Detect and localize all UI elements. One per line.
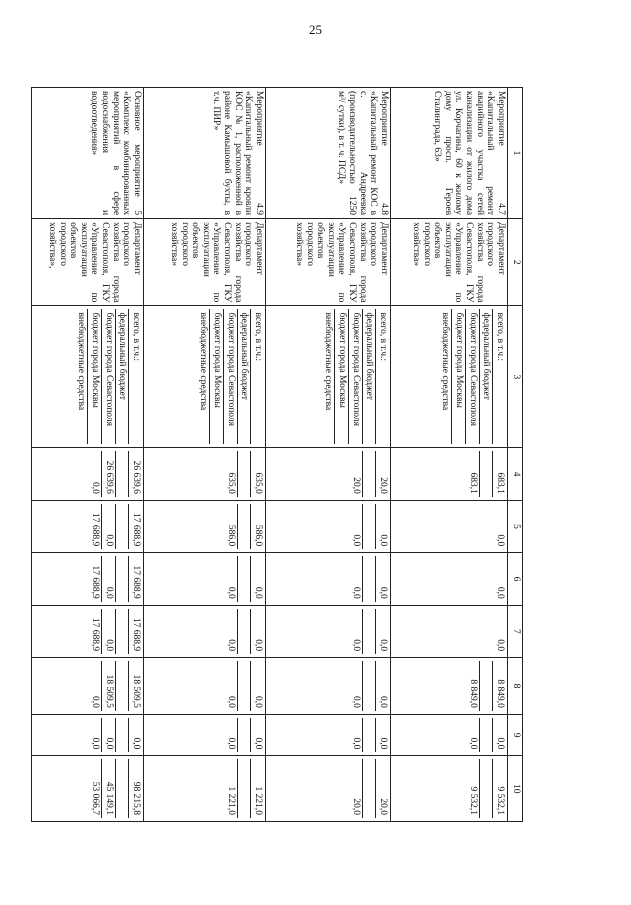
value-column [144, 714, 266, 756]
funding-source: бюджет города Москвы [336, 309, 350, 444]
measure-executor: Департамент городского хозяйства города Севастополя, ГКУ «Управление по эксплуатации объектов городского хозяйства» [266, 219, 391, 306]
value-cell: 0,0 [495, 639, 505, 652]
value-cell: 0,0 [349, 504, 363, 549]
value-column [144, 658, 266, 715]
header-cell: 5 [508, 500, 523, 552]
value-cell: 0,0 [102, 504, 116, 549]
value-column [266, 605, 391, 657]
value-column [32, 500, 144, 552]
value-cell: 0,0 [253, 586, 263, 599]
value-column [266, 658, 391, 715]
funding-source: бюджет города Севастополя [349, 309, 363, 444]
value-column [266, 714, 391, 756]
value-cell: 0,0 [466, 718, 480, 753]
value-cell: 635,0 [253, 472, 263, 494]
funding-sources [144, 306, 266, 448]
value-cell: 0,0 [224, 556, 238, 601]
value-cell [363, 609, 377, 654]
value-cell: 0,0 [253, 696, 263, 708]
value-column [32, 605, 144, 657]
value-column [32, 553, 144, 605]
value-column [266, 553, 391, 605]
value-cell: 17 688,9 [89, 556, 103, 601]
value-cell [116, 556, 130, 601]
header-row [508, 88, 523, 822]
budget-table [31, 87, 523, 822]
measure-executor: Департамент городского хозяйства города Севастополя, ГКУ «Управление по эксплуатации объектов городского хозяйства», [32, 219, 144, 306]
value-column [391, 500, 508, 552]
value-cell: 8 849,0 [495, 679, 505, 708]
value-cell: 0,0 [378, 586, 388, 599]
measure-title: Мероприятие 4.8 «Капитальный ремонт КОС в с. Андреевка (производительностью 1250 м³/ сутки), в т. ч. ПСД» [266, 88, 391, 219]
table-row [32, 88, 144, 822]
value-cell [480, 661, 494, 711]
value-cell [238, 504, 252, 549]
header-cell: 4 [508, 448, 523, 500]
value-cell: 20,0 [349, 451, 363, 496]
value-cell: 683,1 [495, 472, 505, 494]
value-column [144, 756, 266, 822]
funding-source: внебюджетные средства [439, 309, 453, 444]
value-column [32, 448, 144, 500]
value-cell: 17 688,9 [131, 617, 141, 652]
value-cell: 0,0 [224, 661, 238, 711]
value-column [391, 756, 508, 822]
value-cell [363, 661, 377, 711]
value-cell: 0,0 [349, 609, 363, 654]
value-cell: 586,0 [253, 524, 263, 547]
measure-executor: Департамент городского хозяйства города Севастополя, ГКУ «Управление по эксплуатации объектов городского хозяйства» [391, 219, 508, 306]
value-cell [116, 451, 130, 496]
value-cell: 9 532,1 [466, 759, 480, 818]
value-cell: 0,0 [102, 718, 116, 753]
value-cell [116, 504, 130, 549]
value-cell: 0,0 [253, 737, 263, 750]
value-column [391, 553, 508, 605]
value-column [391, 714, 508, 756]
value-cell [238, 661, 252, 711]
header-cell: 6 [508, 553, 523, 605]
funding-sources [391, 306, 508, 448]
value-cell [116, 609, 130, 654]
funding-source: бюджет города Севастополя [224, 309, 238, 444]
funding-source: всего, в т.ч.: [495, 312, 505, 362]
value-column [144, 500, 266, 552]
measure-executor: Департамент городского хозяйства города Севастополя, ГКУ «Управление по эксплуатации объектов городского хозяйства» [144, 219, 266, 306]
value-cell: 8 849,0 [466, 661, 480, 711]
value-cell [363, 556, 377, 601]
value-cell: 0,0 [378, 639, 388, 652]
funding-source: бюджет города Москвы [89, 309, 103, 444]
value-cell [116, 661, 130, 711]
value-cell [363, 759, 377, 818]
value-cell: 586,0 [224, 504, 238, 549]
value-column [144, 605, 266, 657]
funding-sources [266, 306, 391, 448]
value-cell: 0,0 [102, 556, 116, 601]
value-cell: 0,0 [349, 661, 363, 711]
value-cell [238, 609, 252, 654]
funding-source: бюджет города Москвы [453, 309, 467, 444]
value-cell: 0,0 [89, 661, 103, 711]
value-cell: 17 688,9 [89, 609, 103, 654]
value-cell [363, 451, 377, 496]
value-cell [480, 451, 494, 496]
funding-source: федеральный бюджет [116, 309, 130, 444]
funding-source: внебюджетные средства [75, 309, 89, 444]
value-cell: 20,0 [378, 798, 388, 815]
header-cell: 7 [508, 605, 523, 657]
funding-sources [32, 306, 144, 448]
value-column [32, 658, 144, 715]
value-cell: 26 639,6 [102, 451, 116, 496]
header-cell: 8 [508, 658, 523, 715]
header-cell: 2 [508, 219, 523, 306]
value-cell: 18 509,5 [102, 661, 116, 711]
value-cell: 0,0 [224, 718, 238, 753]
table-row [266, 88, 391, 822]
value-column [144, 553, 266, 605]
value-cell: 17 688,9 [131, 513, 141, 547]
value-column [266, 448, 391, 500]
value-column [32, 714, 144, 756]
measure-title: Основное мероприятие 5 «Комплекс комбинированных мероприятий в сфере водоснабжения и водоотведения» [32, 88, 144, 219]
value-column [144, 448, 266, 500]
table-row [391, 88, 508, 822]
funding-source: федеральный бюджет [480, 309, 494, 444]
value-cell: 0,0 [253, 639, 263, 652]
value-cell: 9 532,1 [495, 786, 505, 815]
value-column [391, 448, 508, 500]
value-cell: 0,0 [349, 556, 363, 601]
value-cell: 0,0 [378, 696, 388, 708]
value-cell: 98 215,8 [131, 781, 141, 815]
value-cell: 0,0 [378, 737, 388, 750]
value-cell: 0,0 [102, 609, 116, 654]
funding-source: внебюджетные средства [322, 309, 336, 444]
value-cell [238, 556, 252, 601]
funding-source: федеральный бюджет [238, 309, 252, 444]
value-cell: 0,0 [378, 534, 388, 547]
funding-source: федеральный бюджет [363, 309, 377, 444]
value-cell: 0,0 [89, 718, 103, 753]
funding-source: всего, в т.ч.: [253, 312, 263, 362]
funding-source: бюджет города Севастополя [102, 309, 116, 444]
value-cell: 0,0 [131, 737, 141, 750]
value-cell [238, 718, 252, 753]
value-column [32, 756, 144, 822]
measure-title: Мероприятие 4.7 «Капитальный ремонт аварийного участка сетей канализации от жилого дома ул. Корчагина, 60 к жилому дому просп. Героев Сталинграда, 63» [391, 88, 508, 219]
value-cell [116, 759, 130, 818]
value-cell: 20,0 [378, 477, 388, 494]
value-column [391, 605, 508, 657]
funding-source: всего, в т.ч.: [378, 312, 388, 362]
funding-source: всего, в т.ч.: [131, 312, 141, 362]
header-cell: 10 [508, 756, 523, 822]
value-cell: 18 509,5 [131, 674, 141, 708]
value-cell [363, 504, 377, 549]
value-column [391, 658, 508, 715]
value-cell [238, 451, 252, 496]
value-cell: 45 149,1 [102, 759, 116, 818]
value-cell: 17 688,9 [131, 565, 141, 599]
funding-source: бюджет города Севастополя [466, 309, 480, 444]
value-cell: 0,0 [495, 586, 505, 599]
value-cell: 53 066,7 [89, 759, 103, 818]
value-cell: 1 221,0 [253, 786, 263, 815]
rotated-table-container [47, 87, 523, 822]
table-row [144, 88, 266, 822]
value-cell [480, 718, 494, 753]
value-cell: 1 221,0 [224, 759, 238, 818]
header-cell: 9 [508, 714, 523, 756]
value-cell: 0,0 [224, 609, 238, 654]
value-column [266, 756, 391, 822]
value-cell [116, 718, 130, 753]
value-cell: 635,0 [224, 451, 238, 496]
value-cell: 0,0 [495, 737, 505, 750]
value-column [266, 500, 391, 552]
value-cell: 20,0 [349, 759, 363, 818]
value-cell: 17 688,9 [89, 504, 103, 549]
value-cell: 0,0 [89, 451, 103, 496]
value-cell: 683,1 [466, 451, 480, 496]
measure-title: Мероприятие 4.9 «Капитальный ремонт кровли КОС № 1, расположенной в районе Камышовой бухты, в т.ч. ПИР» [144, 88, 266, 219]
value-cell: 0,0 [495, 534, 505, 547]
value-cell [363, 718, 377, 753]
value-cell [238, 759, 252, 818]
funding-source: внебюджетные средства [197, 309, 211, 444]
funding-source: бюджет города Москвы [211, 309, 225, 444]
value-cell: 26 639,6 [131, 460, 141, 494]
value-cell: 0,0 [349, 718, 363, 753]
header-cell: 1 [508, 88, 523, 219]
header-cell: 3 [508, 306, 523, 448]
page-number: 25 [309, 22, 322, 37]
value-cell [480, 759, 494, 818]
